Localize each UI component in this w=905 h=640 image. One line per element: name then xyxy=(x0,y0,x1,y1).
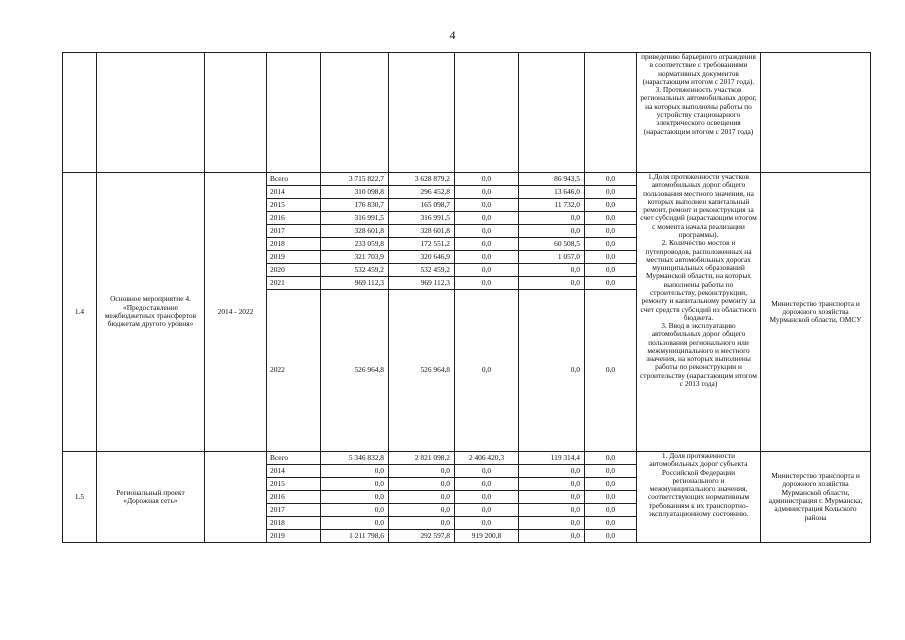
local-budget-cell: 0,0 xyxy=(519,478,585,491)
federal-budget-cell: 0,0 xyxy=(455,225,519,238)
local-budget-cell: 0,0 xyxy=(519,277,585,290)
executor-cell: Министерство транспорта и дорожного хозяйства Мурманской области, ОМСУ xyxy=(761,173,871,452)
federal-budget-cell: 0,0 xyxy=(455,290,519,452)
total-cell: 526 964,8 xyxy=(321,290,389,452)
indicators-cell xyxy=(637,452,761,543)
table-row xyxy=(63,173,871,186)
total-cell: 0,0 xyxy=(321,517,389,530)
year-cell: 2019 xyxy=(267,251,321,264)
total-cell: 5 346 832,8 xyxy=(321,452,389,465)
federal-budget-cell: 919 200,8 xyxy=(455,530,519,543)
regional-budget-cell: 328 601,8 xyxy=(389,225,455,238)
total-cell: 1 211 798,6 xyxy=(321,530,389,543)
other-sources-cell: 0,0 xyxy=(585,478,637,491)
local-budget-cell: 1 057,0 xyxy=(519,251,585,264)
federal-budget-cell: 0,0 xyxy=(455,173,519,186)
total-cell: 969 112,3 xyxy=(321,277,389,290)
regional-budget-cell: 0,0 xyxy=(389,517,455,530)
year-cell: 2016 xyxy=(267,491,321,504)
year-cell: 2015 xyxy=(267,478,321,491)
year-cell: 2017 xyxy=(267,225,321,238)
other-sources-cell: 0,0 xyxy=(585,251,637,264)
federal-budget-cell: 0,0 xyxy=(455,251,519,264)
local-budget-cell: 0,0 xyxy=(519,504,585,517)
indicators-text-continued: приведению барьерного ограждения в соответствие с требованиями нормативных документов (нарастающим итогом с 2017 года). 3. Протяженность участков региональных автомобильных дорог, на которых выполнены работы по устройству стационарного электрического освещения (нарастающим итогом с 2017 года) xyxy=(640,52,757,136)
federal-budget-cell: 0,0 xyxy=(455,517,519,530)
year-cell: 2014 xyxy=(267,465,321,478)
other-sources-cell: 0,0 xyxy=(585,452,637,465)
total-cell: 321 703,9 xyxy=(321,251,389,264)
section-number: 1.5 xyxy=(63,452,97,543)
year-cell: 2020 xyxy=(267,264,321,277)
year-cell: Всего xyxy=(267,173,321,186)
federal-budget-cell: 0,0 xyxy=(455,478,519,491)
indicators-text: 1.Доля протяженности участков автомобильных дорог общего пользования местного значения, на которых выполнен капитальный ремонт, ремонт и реконструкция за счет субсидий (нарастающим итогом с момента начала реализации программы). 2. Количество мостов и путепроводов, расположенных на местных автомобильных дорогах муниципальных образований Мурманской области, на которых выполнены работы по строительству, реконструкции, ремонту и капитальному ремонту за счет средств субсидий из областного бюджета. 3. Ввод в эксплуатацию автомобильных дорог общего пользования регионального или межмуниципального и местного значения, на которых выполнены работы по реконструкции и строительству (нарастающим итогом с 2013 года) xyxy=(640,172,757,389)
regional-budget-cell: 320 646,9 xyxy=(389,251,455,264)
executor-cell: Министерство транспорта и дорожного хозяйства Мурманской области, администрация г. Мурманска, администрация Кольского района xyxy=(761,452,871,543)
regional-budget-cell: 526 964,8 xyxy=(389,290,455,452)
year-cell: Всего xyxy=(267,452,321,465)
local-budget-cell: 0,0 xyxy=(519,491,585,504)
regional-budget-cell: 296 452,8 xyxy=(389,186,455,199)
regional-budget-cell: 0,0 xyxy=(389,478,455,491)
year-cell: 2018 xyxy=(267,517,321,530)
section-period: 2014 - 2022 xyxy=(205,173,267,452)
local-budget-cell: 0,0 xyxy=(519,517,585,530)
year-cell: 2014 xyxy=(267,186,321,199)
regional-budget-cell: 316 991,5 xyxy=(389,212,455,225)
other-sources-cell: 0,0 xyxy=(585,491,637,504)
local-budget-cell: 13 646,0 xyxy=(519,186,585,199)
section-number: 1.4 xyxy=(63,173,97,452)
local-budget-cell: 0,0 xyxy=(519,530,585,543)
local-budget-cell: 0,0 xyxy=(519,225,585,238)
federal-budget-cell: 0,0 xyxy=(455,277,519,290)
indicators-cell xyxy=(637,173,761,452)
federal-budget-cell: 0,0 xyxy=(455,199,519,212)
local-budget-cell: 60 508,5 xyxy=(519,238,585,251)
year-cell: 2018 xyxy=(267,238,321,251)
other-sources-cell: 0,0 xyxy=(585,186,637,199)
regional-budget-cell: 532 459,2 xyxy=(389,264,455,277)
year-cell: 2019 xyxy=(267,530,321,543)
section-name: Основное мероприятие 4. «Предоставление межбюджетных трансфертов бюджетам другого уровня» xyxy=(97,173,205,452)
other-sources-cell: 0,0 xyxy=(585,277,637,290)
table-row xyxy=(63,452,871,465)
other-sources-cell: 0,0 xyxy=(585,199,637,212)
federal-budget-cell: 0,0 xyxy=(455,212,519,225)
other-sources-cell: 0,0 xyxy=(585,264,637,277)
year-cell: 2015 xyxy=(267,199,321,212)
year-cell: 2022 xyxy=(267,290,321,452)
regional-budget-cell: 0,0 xyxy=(389,491,455,504)
regional-budget-cell: 0,0 xyxy=(389,465,455,478)
total-cell: 328 601,8 xyxy=(321,225,389,238)
continued-row xyxy=(63,53,871,173)
federal-budget-cell: 0,0 xyxy=(455,264,519,277)
local-budget-cell: 86 943,5 xyxy=(519,173,585,186)
local-budget-cell: 0,0 xyxy=(519,290,585,452)
indicators-text: 1. Доля протяженности автомобильных дорог субъекта Российской Федерации регионального и межмуниципального значения, соответствующих нормативным требованиям к их транспортно-эксплуатационному состоянию. xyxy=(647,451,750,518)
federal-budget-cell: 0,0 xyxy=(455,491,519,504)
regional-budget-cell: 172 551,2 xyxy=(389,238,455,251)
indicators-cell-continued xyxy=(637,53,761,173)
section-period xyxy=(205,452,267,543)
other-sources-cell: 0,0 xyxy=(585,212,637,225)
other-sources-cell: 0,0 xyxy=(585,173,637,186)
other-sources-cell: 0,0 xyxy=(585,530,637,543)
local-budget-cell: 0,0 xyxy=(519,212,585,225)
local-budget-cell: 0,0 xyxy=(519,465,585,478)
local-budget-cell: 11 732,0 xyxy=(519,199,585,212)
federal-budget-cell: 0,0 xyxy=(455,238,519,251)
regional-budget-cell: 3 628 879,2 xyxy=(389,173,455,186)
other-sources-cell: 0,0 xyxy=(585,225,637,238)
regional-budget-cell: 165 098,7 xyxy=(389,199,455,212)
local-budget-cell: 0,0 xyxy=(519,264,585,277)
total-cell: 233 059,8 xyxy=(321,238,389,251)
federal-budget-cell: 0,0 xyxy=(455,186,519,199)
federal-budget-cell: 0,0 xyxy=(455,504,519,517)
local-budget-cell: 119 314,4 xyxy=(519,452,585,465)
other-sources-cell: 0,0 xyxy=(585,290,637,452)
federal-budget-cell: 0,0 xyxy=(455,465,519,478)
regional-budget-cell: 2 821 098,2 xyxy=(389,452,455,465)
other-sources-cell: 0,0 xyxy=(585,238,637,251)
section-name: Региональный проект «Дорожная сеть» xyxy=(97,452,205,543)
total-cell: 176 830,7 xyxy=(321,199,389,212)
regional-budget-cell: 969 112,3 xyxy=(389,277,455,290)
program-table xyxy=(62,52,871,543)
year-cell: 2017 xyxy=(267,504,321,517)
total-cell: 316 991,5 xyxy=(321,212,389,225)
other-sources-cell: 0,0 xyxy=(585,465,637,478)
total-cell: 310 098,8 xyxy=(321,186,389,199)
total-cell: 532 459,2 xyxy=(321,264,389,277)
regional-budget-cell: 0,0 xyxy=(389,504,455,517)
total-cell: 0,0 xyxy=(321,478,389,491)
total-cell: 0,0 xyxy=(321,465,389,478)
total-cell: 0,0 xyxy=(321,504,389,517)
federal-budget-cell: 2 406 420,3 xyxy=(455,452,519,465)
page-number: 4 xyxy=(449,28,456,42)
year-cell: 2016 xyxy=(267,212,321,225)
total-cell: 3 715 822,7 xyxy=(321,173,389,186)
total-cell: 0,0 xyxy=(321,491,389,504)
other-sources-cell: 0,0 xyxy=(585,504,637,517)
other-sources-cell: 0,0 xyxy=(585,517,637,530)
year-cell: 2021 xyxy=(267,277,321,290)
regional-budget-cell: 292 597,8 xyxy=(389,530,455,543)
